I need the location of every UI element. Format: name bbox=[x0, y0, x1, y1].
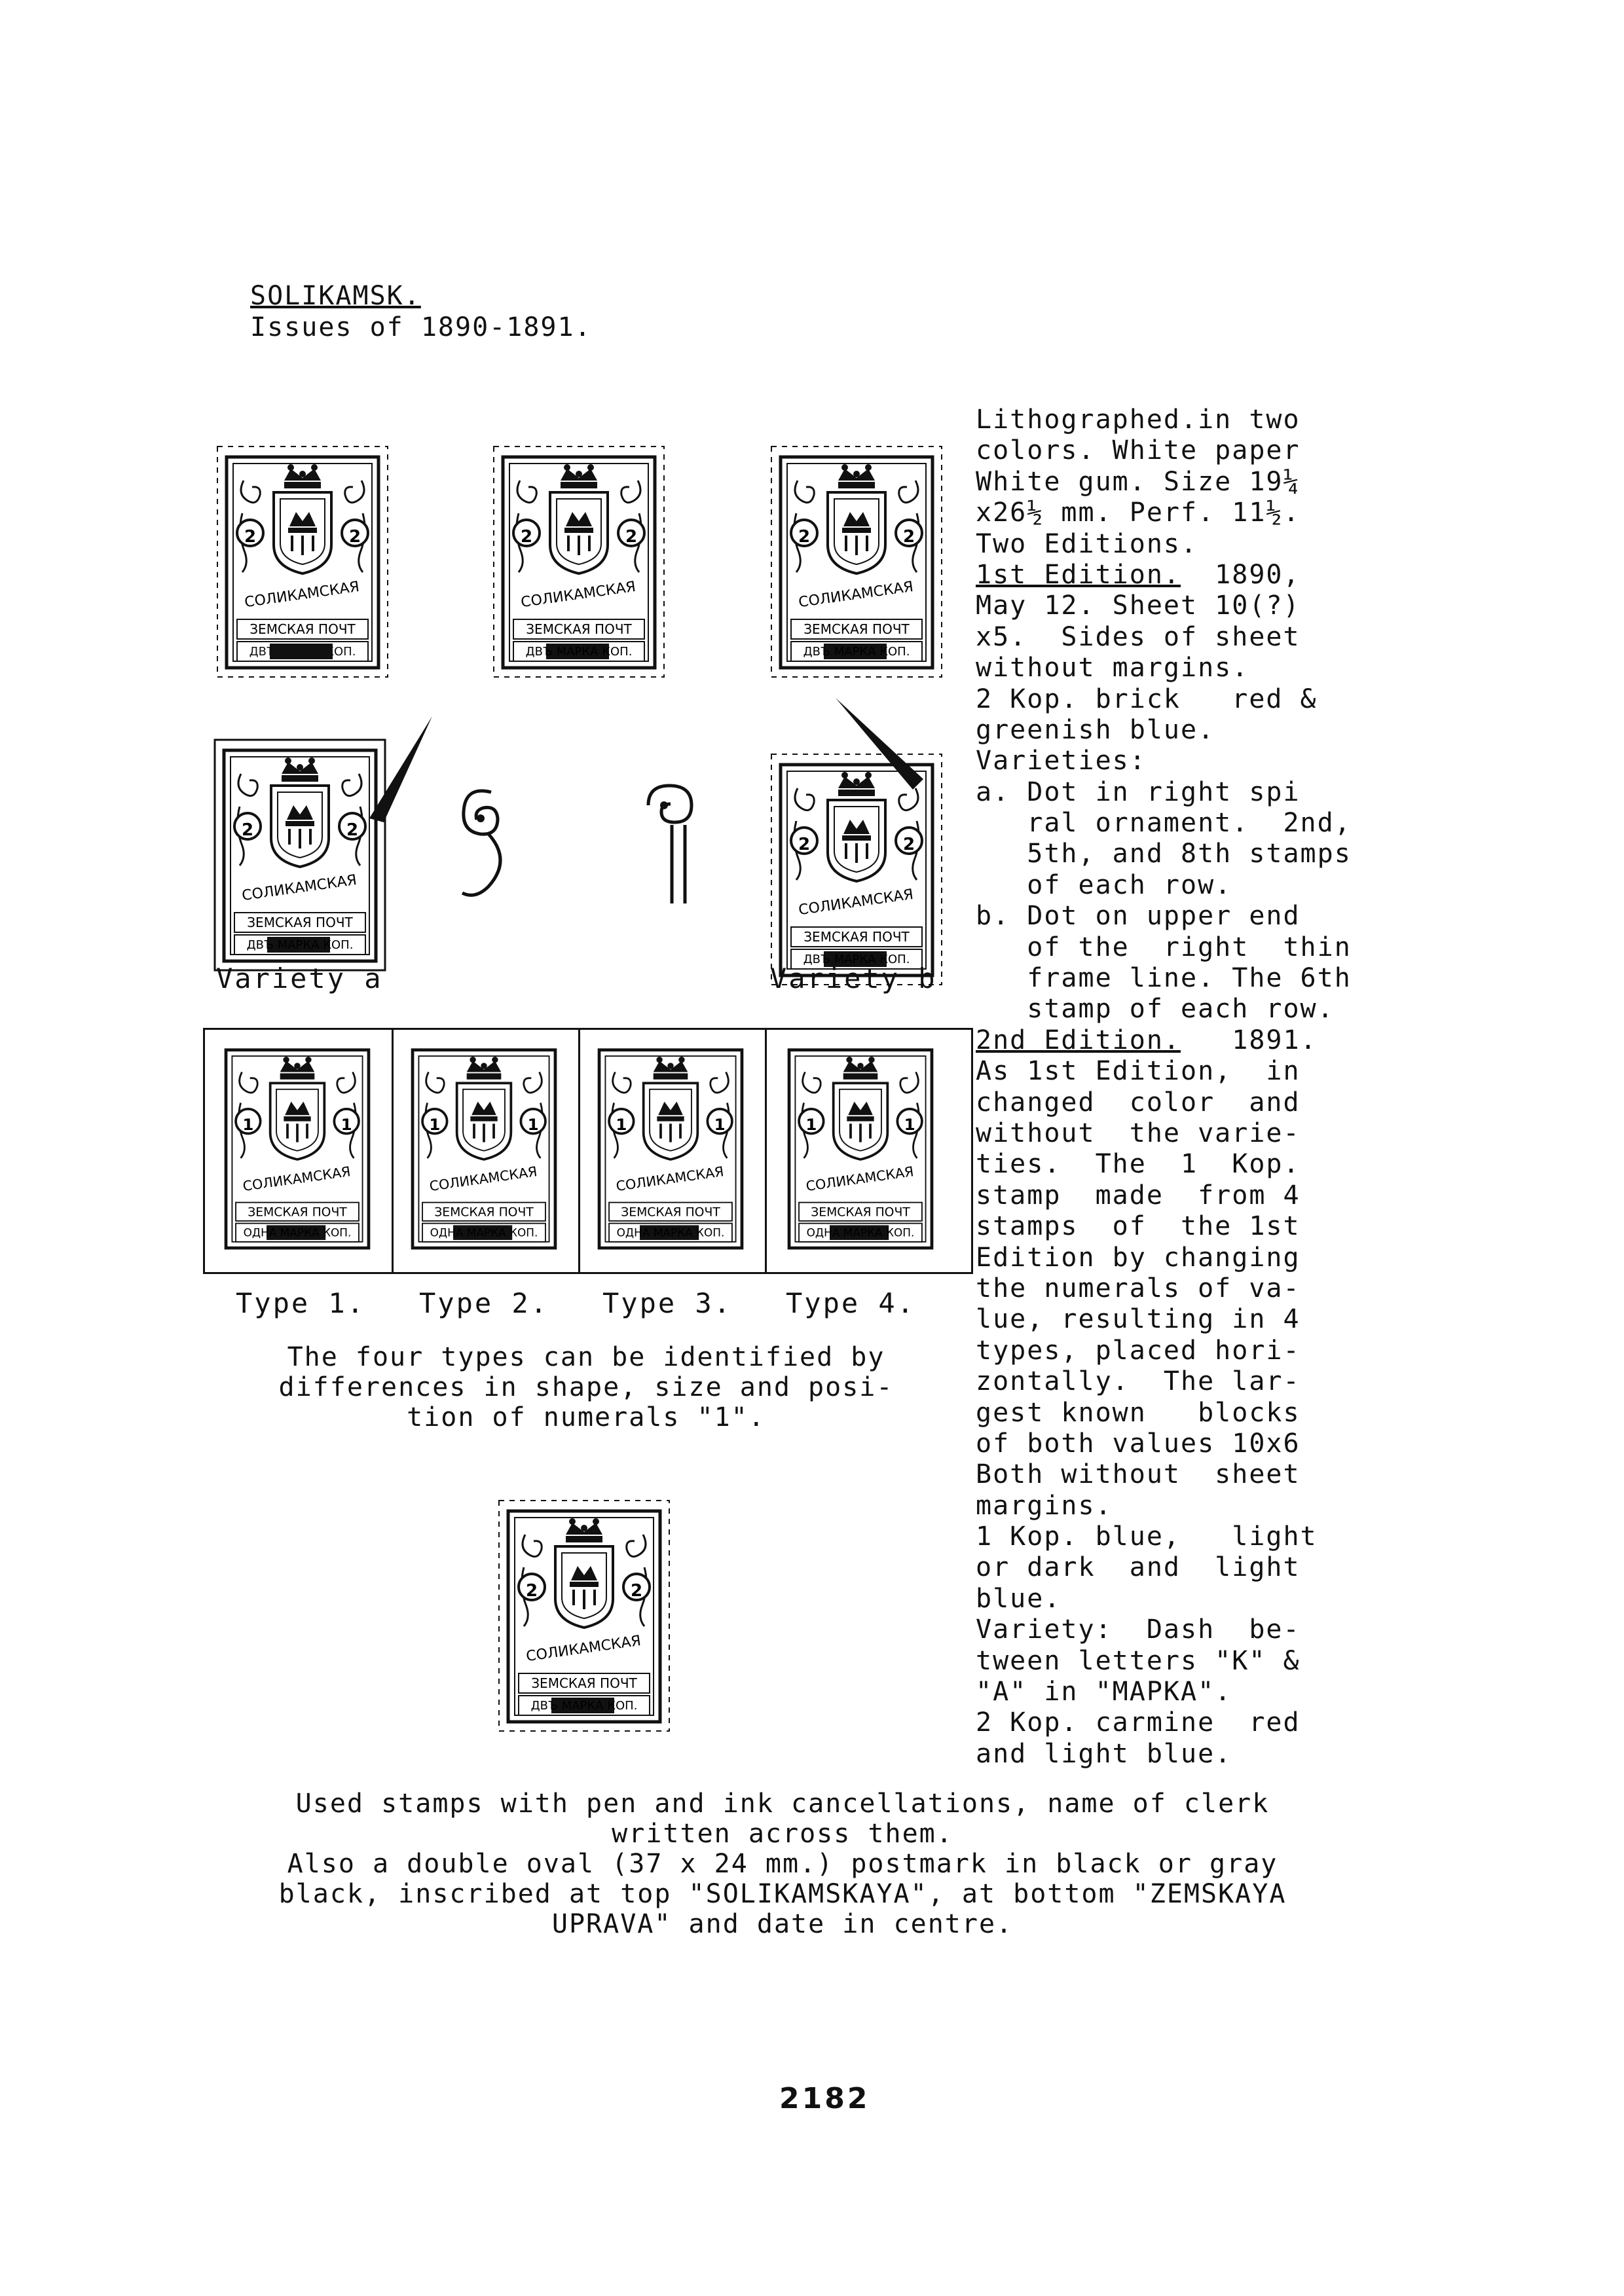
stamp-line1: ЗЕМСКАЯ ПОЧТ bbox=[621, 1205, 720, 1220]
description-line: blue. bbox=[976, 1583, 1061, 1614]
value-left: 1 bbox=[429, 1114, 441, 1134]
value-right: 2 bbox=[902, 527, 915, 547]
stamp-arc-text: СОЛИКАМСКАЯ bbox=[525, 1632, 642, 1666]
description-line: May 12. Sheet 10(?) bbox=[976, 591, 1301, 621]
stamp-arc-text: СОЛИКАМСКАЯ bbox=[243, 578, 361, 611]
description-line: lue, resulting in 4 bbox=[976, 1304, 1301, 1335]
value-right: 2 bbox=[902, 835, 915, 854]
frame-line-detail bbox=[629, 779, 707, 910]
stamp-dash-variety-svg bbox=[498, 1499, 671, 1732]
stamp-arc-text: СОЛИКАМСКАЯ bbox=[240, 871, 358, 905]
value-right: 1 bbox=[527, 1114, 539, 1134]
notes-line: Also a double oval (37 x 24 mm.) postmark in black or gray bbox=[287, 1849, 1278, 1879]
value-left: 2 bbox=[520, 527, 533, 547]
type-label-3: Type 3. bbox=[602, 1287, 733, 1319]
description-line: greenish blue. bbox=[976, 714, 1215, 745]
stamp-type-2-svg bbox=[403, 1037, 565, 1260]
stamp-type-2 bbox=[403, 1037, 565, 1260]
description-line: White gum. Size 19¼ bbox=[976, 466, 1301, 497]
stamp-variety-a bbox=[213, 738, 386, 972]
page-number: 2182 bbox=[779, 2082, 870, 2115]
variety-b-label: Variety b bbox=[770, 962, 937, 994]
description-line: 2 Kop. carmine red bbox=[976, 1707, 1301, 1738]
stamp-line1: ЗЕМСКАЯ ПОЧТ bbox=[803, 929, 910, 945]
description-line: stamp of each row. bbox=[976, 994, 1335, 1025]
description-line: of each row. bbox=[976, 869, 1232, 900]
stamp-type-3 bbox=[589, 1037, 752, 1260]
description-line: 2nd Edition. 1891. bbox=[976, 1025, 1318, 1055]
stamp-line2: ОДНА МАРКА КОП. bbox=[616, 1226, 725, 1239]
description-line: of the right thin bbox=[976, 932, 1352, 962]
stamp-arc-text: СОЛИКАМСКАЯ bbox=[615, 1163, 725, 1195]
stamp-arc-text: СОЛИКАМСКАЯ bbox=[797, 886, 915, 919]
stamp-variety-b-svg bbox=[770, 753, 943, 986]
stamp-type-3-svg bbox=[589, 1037, 752, 1260]
description-line: frame line. The 6th bbox=[976, 963, 1352, 994]
stamp-arc-text: СОЛИКАМСКАЯ bbox=[242, 1163, 352, 1195]
stamp-arc-text: СОЛИКАМСКАЯ bbox=[797, 578, 915, 611]
description-line: stamp made from 4 bbox=[976, 1180, 1301, 1211]
stamp-line1: ЗЕМСКАЯ ПОЧТ bbox=[526, 621, 632, 637]
value-right: 2 bbox=[348, 527, 361, 547]
notes-line: black, inscribed at top "SOLIKAMSKAYA", at bottom "ZEMSKAYA bbox=[278, 1879, 1287, 1909]
spiral-ornament-detail bbox=[445, 779, 524, 910]
type-label-1: Type 1. bbox=[236, 1287, 366, 1319]
value-right: 2 bbox=[630, 1581, 643, 1601]
page-subtitle-text: Issues of 1890-1891. bbox=[250, 312, 592, 342]
stamp-line2: ДВЪ МАРКА КОП. bbox=[525, 645, 633, 659]
value-right: 1 bbox=[714, 1114, 726, 1134]
types-divider bbox=[765, 1030, 767, 1272]
description-line: 1st Edition. 1890, bbox=[976, 559, 1301, 590]
notes-line: written across them. bbox=[612, 1819, 953, 1849]
stamp-top-middle-svg bbox=[492, 445, 665, 678]
stamp-line2: ОДНА МАРКА КОП. bbox=[806, 1226, 915, 1239]
value-left: 2 bbox=[244, 527, 257, 547]
stamp-top-middle bbox=[492, 445, 665, 678]
stamp-variety-a-svg bbox=[213, 738, 386, 972]
description-line: 1 Kop. blue, light bbox=[976, 1522, 1318, 1552]
pointer-arrow-a bbox=[367, 714, 439, 825]
stamp-line2: ДВЪ МАРКА КОП. bbox=[803, 645, 910, 659]
stamp-type-4-svg bbox=[779, 1037, 942, 1260]
value-left: 2 bbox=[798, 527, 811, 547]
stamp-line2: ДВЪ МАРКА КОП. bbox=[803, 953, 910, 966]
description-line: types, placed hori- bbox=[976, 1335, 1301, 1366]
stamp-type-1-svg bbox=[216, 1037, 378, 1260]
description-line: and light blue. bbox=[976, 1738, 1232, 1769]
description-line: 2 Kop. brick red & bbox=[976, 683, 1318, 714]
description-line: tween letters "K" & bbox=[976, 1645, 1301, 1676]
description-column bbox=[976, 405, 1539, 1770]
stamp-dash-variety bbox=[498, 1499, 671, 1732]
value-right: 2 bbox=[346, 820, 359, 840]
description-line: Both without sheet bbox=[976, 1459, 1301, 1490]
stamp-line2: ДВЪ МАРКА КОП. bbox=[530, 1699, 638, 1713]
stamp-line2: ДВЪ МАРКА КОП. bbox=[246, 938, 354, 952]
description-line: x5. Sides of sheet bbox=[976, 621, 1301, 652]
types-divider bbox=[392, 1030, 394, 1272]
value-right: 1 bbox=[341, 1114, 352, 1134]
description-line: margins. bbox=[976, 1490, 1113, 1521]
notes-line: Used stamps with pen and ink cancellations, name of clerk bbox=[295, 1789, 1270, 1819]
description-line: the numerals of va- bbox=[976, 1273, 1301, 1303]
description-line: As 1st Edition, in bbox=[976, 1056, 1301, 1087]
description-line: x26½ mm. Perf. 11½. bbox=[976, 498, 1301, 528]
description-line: zontally. The lar- bbox=[976, 1366, 1301, 1397]
types-caption-line: The four types can be identified by bbox=[287, 1342, 885, 1372]
stamp-top-left bbox=[216, 445, 389, 678]
stamp-variety-b bbox=[770, 753, 943, 986]
stamp-top-right bbox=[770, 445, 943, 678]
cancellation-notes bbox=[216, 1789, 1349, 1939]
description-line: without margins. bbox=[976, 653, 1249, 683]
stamp-line2: ОДНА МАРКА КОП. bbox=[430, 1226, 538, 1239]
notes-line: UPRAVA" and date in centre. bbox=[551, 1909, 1014, 1939]
stamp-line1: ЗЕМСКАЯ ПОЧТ bbox=[247, 915, 353, 930]
stamp-line1: ЗЕМСКАЯ ПОЧТ bbox=[434, 1205, 534, 1220]
page-subtitle bbox=[250, 312, 592, 343]
stamp-line1: ЗЕМСКАЯ ПОЧТ bbox=[811, 1205, 910, 1220]
stamp-line2: ОДНА МАРКА КОП. bbox=[243, 1226, 352, 1239]
stamp-top-left-svg bbox=[216, 445, 389, 678]
type-label-2: Type 2. bbox=[419, 1287, 549, 1319]
stamp-top-right-svg bbox=[770, 445, 943, 678]
description-line: Varieties: bbox=[976, 746, 1147, 776]
description-line: b. Dot on upper end bbox=[976, 901, 1301, 932]
description-line: Edition by changing bbox=[976, 1242, 1301, 1273]
page-title bbox=[250, 280, 421, 312]
variety-a-label: Variety a bbox=[216, 962, 383, 994]
description-line: changed color and bbox=[976, 1087, 1301, 1118]
stamp-arc-text: СОЛИКАМСКАЯ bbox=[428, 1163, 538, 1195]
description-line: a. Dot in right spi bbox=[976, 776, 1301, 807]
page-title-text: SOLIKAMSK. bbox=[250, 281, 421, 311]
value-right: 1 bbox=[904, 1114, 915, 1134]
stamp-line1: ЗЕМСКАЯ ПОЧТ bbox=[249, 621, 356, 637]
description-line: Two Editions. bbox=[976, 528, 1198, 559]
description-line: "A" in "MAPKA". bbox=[976, 1677, 1232, 1707]
value-left: 1 bbox=[805, 1114, 817, 1134]
stamp-line1: ЗЕМСКАЯ ПОЧТ bbox=[531, 1675, 637, 1691]
description-line: colors. White paper bbox=[976, 435, 1301, 466]
type-label-4: Type 4. bbox=[786, 1287, 916, 1319]
stamp-line1: ЗЕМСКАЯ ПОЧТ bbox=[248, 1205, 347, 1220]
description-line: ties. The 1 Kop. bbox=[976, 1149, 1301, 1180]
stamp-type-1 bbox=[216, 1037, 378, 1260]
stamp-arc-text: СОЛИКАМСКАЯ bbox=[519, 578, 637, 611]
stamp-line2: ДВЪ МАРКА КОП. bbox=[249, 645, 356, 659]
description-line: ral ornament. 2nd, bbox=[976, 808, 1352, 839]
description-line: or dark and light bbox=[976, 1552, 1301, 1583]
value-right: 2 bbox=[625, 527, 638, 547]
description-line: gest known blocks bbox=[976, 1397, 1301, 1428]
description-line: 5th, and 8th stamps bbox=[976, 839, 1352, 869]
description-line: Variety: Dash be- bbox=[976, 1614, 1301, 1645]
description-line: without the varie- bbox=[976, 1118, 1301, 1148]
value-left: 1 bbox=[616, 1114, 627, 1134]
value-left: 2 bbox=[241, 820, 254, 840]
types-caption bbox=[242, 1342, 930, 1432]
value-left: 2 bbox=[525, 1581, 538, 1601]
value-left: 1 bbox=[242, 1114, 254, 1134]
types-caption-line: differences in shape, size and posi- bbox=[278, 1372, 894, 1402]
types-caption-line: tion of numerals "1". bbox=[407, 1402, 766, 1432]
types-divider bbox=[578, 1030, 580, 1272]
stamp-arc-text: СОЛИКАМСКАЯ bbox=[805, 1163, 915, 1195]
value-left: 2 bbox=[798, 835, 811, 854]
description-line: of both values 10x6 bbox=[976, 1428, 1301, 1459]
stamp-type-4 bbox=[779, 1037, 942, 1260]
description-line: Lithographed.in two bbox=[976, 405, 1301, 435]
description-line: stamps of the 1st bbox=[976, 1211, 1301, 1242]
stamp-line1: ЗЕМСКАЯ ПОЧТ bbox=[803, 621, 910, 637]
